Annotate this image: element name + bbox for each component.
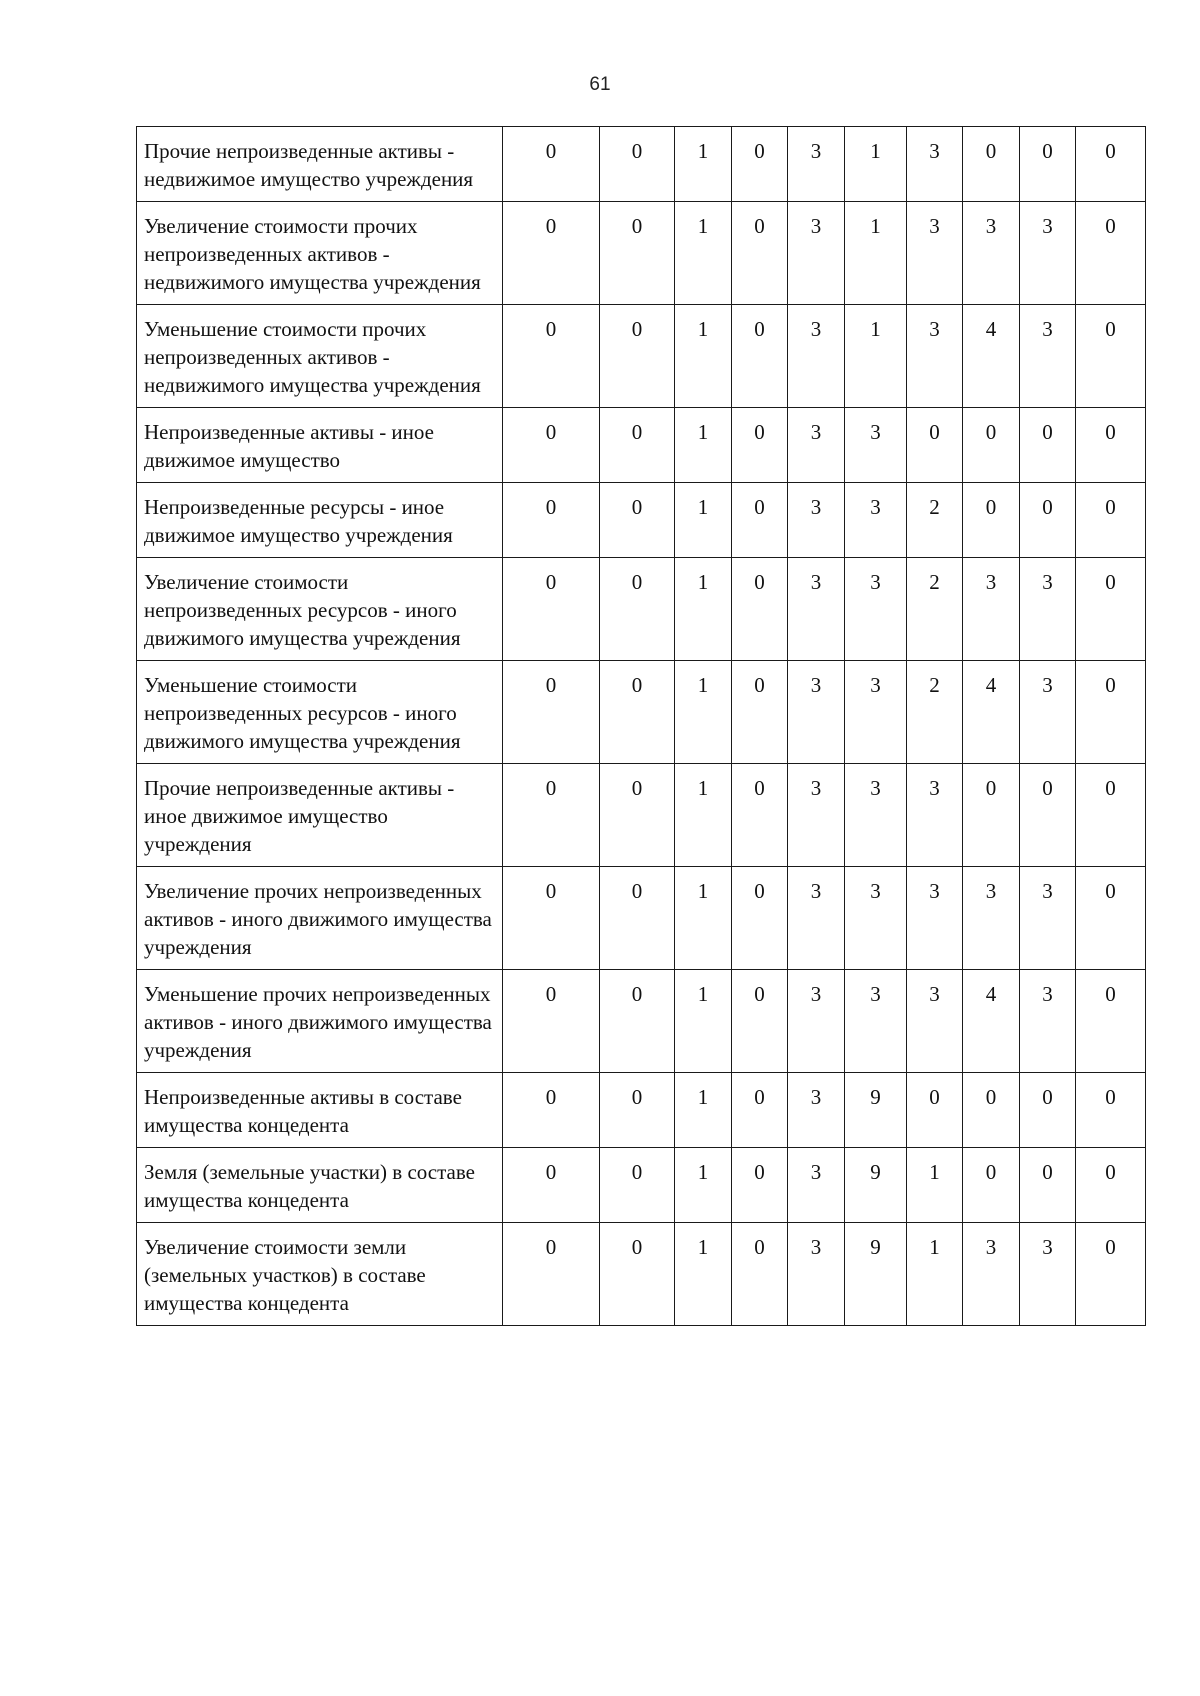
code-digit-cell: 0 — [600, 558, 675, 661]
code-digit-cell: 3 — [907, 764, 963, 867]
code-digit-cell: 1 — [675, 1073, 732, 1148]
code-digit-cell: 3 — [845, 867, 907, 970]
code-digit-cell: 0 — [1076, 305, 1146, 408]
table-row — [137, 305, 1146, 408]
code-digit-cell: 2 — [907, 558, 963, 661]
code-digit-cell: 3 — [907, 202, 963, 305]
code-digit-cell: 1 — [845, 127, 907, 202]
code-digit-cell: 3 — [963, 558, 1020, 661]
table-row — [137, 867, 1146, 970]
code-digit-cell: 0 — [503, 127, 600, 202]
account-name-cell: Непроизведенные ресурсы - иное движимое имущество учреждения — [137, 483, 503, 558]
code-digit-cell: 3 — [907, 867, 963, 970]
code-digit-cell: 0 — [1076, 558, 1146, 661]
code-digit-cell: 0 — [1076, 1223, 1146, 1326]
code-digit-cell: 0 — [503, 1148, 600, 1223]
code-digit-cell: 1 — [675, 483, 732, 558]
account-name-cell: Непроизведенные активы - иное движимое имущество — [137, 408, 503, 483]
code-digit-cell: 0 — [503, 867, 600, 970]
code-digit-cell: 0 — [600, 970, 675, 1073]
code-digit-cell: 3 — [963, 867, 1020, 970]
code-digit-cell: 0 — [907, 408, 963, 483]
table-row — [137, 408, 1146, 483]
table-row — [137, 1073, 1146, 1148]
code-digit-cell: 2 — [907, 483, 963, 558]
code-digit-cell: 0 — [963, 764, 1020, 867]
code-digit-cell: 0 — [600, 661, 675, 764]
code-digit-cell: 3 — [788, 1073, 845, 1148]
code-digit-cell: 0 — [1020, 1073, 1076, 1148]
code-digit-cell: 0 — [600, 1223, 675, 1326]
table-row — [137, 661, 1146, 764]
code-digit-cell: 1 — [675, 558, 732, 661]
code-digit-cell: 0 — [1076, 1073, 1146, 1148]
code-digit-cell: 3 — [907, 305, 963, 408]
code-digit-cell: 0 — [1076, 202, 1146, 305]
code-digit-cell: 0 — [732, 558, 788, 661]
code-digit-cell: 0 — [503, 970, 600, 1073]
code-digit-cell: 0 — [600, 408, 675, 483]
code-digit-cell: 4 — [963, 970, 1020, 1073]
code-digit-cell: 1 — [675, 202, 732, 305]
code-digit-cell: 3 — [788, 1223, 845, 1326]
page-number: 61 — [589, 74, 611, 95]
code-digit-cell: 3 — [963, 202, 1020, 305]
code-digit-cell: 1 — [845, 305, 907, 408]
code-digit-cell: 1 — [675, 970, 732, 1073]
code-digit-cell: 3 — [845, 764, 907, 867]
code-digit-cell: 0 — [503, 483, 600, 558]
table-row — [137, 202, 1146, 305]
code-digit-cell: 3 — [907, 127, 963, 202]
code-digit-cell: 3 — [907, 970, 963, 1073]
code-digit-cell: 3 — [788, 305, 845, 408]
table-row — [137, 1223, 1146, 1326]
account-name-cell: Непроизведенные активы в составе имущества концедента — [137, 1073, 503, 1148]
code-digit-cell: 0 — [1076, 970, 1146, 1073]
code-digit-cell: 3 — [845, 483, 907, 558]
code-digit-cell: 3 — [788, 408, 845, 483]
code-digit-cell: 0 — [600, 202, 675, 305]
code-digit-cell: 3 — [788, 483, 845, 558]
code-digit-cell: 0 — [963, 483, 1020, 558]
code-digit-cell: 0 — [503, 305, 600, 408]
code-digit-cell: 4 — [963, 661, 1020, 764]
code-digit-cell: 3 — [788, 558, 845, 661]
code-digit-cell: 0 — [1020, 764, 1076, 867]
code-digit-cell: 3 — [788, 764, 845, 867]
account-name-cell: Уменьшение стоимости непроизведенных ресурсов - иного движимого имущества учреждения — [137, 661, 503, 764]
code-digit-cell: 0 — [503, 1223, 600, 1326]
code-digit-cell: 0 — [732, 764, 788, 867]
account-name-cell: Прочие непроизведенные активы - иное движимое имущество учреждения — [137, 764, 503, 867]
code-digit-cell: 4 — [963, 305, 1020, 408]
code-digit-cell: 0 — [1076, 408, 1146, 483]
account-code-table — [136, 126, 1146, 1326]
code-digit-cell: 0 — [600, 867, 675, 970]
table-row — [137, 764, 1146, 867]
account-name-cell: Увеличение прочих непроизведенных активов - иного движимого имущества учреждения — [137, 867, 503, 970]
code-digit-cell: 0 — [1076, 867, 1146, 970]
code-digit-cell: 0 — [1020, 127, 1076, 202]
code-digit-cell: 0 — [732, 127, 788, 202]
code-digit-cell: 1 — [675, 1223, 732, 1326]
code-digit-cell: 3 — [845, 408, 907, 483]
code-digit-cell: 1 — [675, 867, 732, 970]
account-name-cell: Земля (земельные участки) в составе имущества концедента — [137, 1148, 503, 1223]
account-name-cell: Прочие непроизведенные активы - недвижимое имущество учреждения — [137, 127, 503, 202]
table-row — [137, 1148, 1146, 1223]
code-digit-cell: 9 — [845, 1073, 907, 1148]
code-digit-cell: 1 — [675, 764, 732, 867]
code-digit-cell: 3 — [788, 661, 845, 764]
code-digit-cell: 0 — [600, 1148, 675, 1223]
account-name-cell: Увеличение стоимости прочих непроизведенных активов - недвижимого имущества учреждения — [137, 202, 503, 305]
code-digit-cell: 9 — [845, 1148, 907, 1223]
code-digit-cell: 3 — [788, 202, 845, 305]
code-digit-cell: 1 — [675, 661, 732, 764]
code-digit-cell: 0 — [1076, 127, 1146, 202]
code-digit-cell: 0 — [600, 127, 675, 202]
table-row — [137, 970, 1146, 1073]
code-digit-cell: 1 — [675, 1148, 732, 1223]
code-digit-cell: 0 — [732, 483, 788, 558]
code-digit-cell: 0 — [732, 970, 788, 1073]
code-digit-cell: 0 — [503, 764, 600, 867]
code-digit-cell: 0 — [503, 408, 600, 483]
code-digit-cell: 0 — [1076, 764, 1146, 867]
code-digit-cell: 0 — [732, 1073, 788, 1148]
code-digit-cell: 0 — [600, 764, 675, 867]
code-digit-cell: 3 — [1020, 1223, 1076, 1326]
code-digit-cell: 3 — [1020, 202, 1076, 305]
code-digit-cell: 0 — [600, 483, 675, 558]
code-digit-cell: 3 — [788, 867, 845, 970]
code-digit-cell: 3 — [1020, 867, 1076, 970]
code-digit-cell: 0 — [732, 408, 788, 483]
code-digit-cell: 1 — [907, 1223, 963, 1326]
code-digit-cell: 0 — [600, 1073, 675, 1148]
code-digit-cell: 1 — [845, 202, 907, 305]
code-digit-cell: 3 — [963, 1223, 1020, 1326]
code-digit-cell: 3 — [1020, 661, 1076, 764]
code-digit-cell: 0 — [963, 1148, 1020, 1223]
code-digit-cell: 1 — [675, 408, 732, 483]
code-digit-cell: 0 — [732, 661, 788, 764]
code-digit-cell: 3 — [845, 970, 907, 1073]
account-name-cell: Уменьшение прочих непроизведенных активов - иного движимого имущества учреждения — [137, 970, 503, 1073]
account-name-cell: Уменьшение стоимости прочих непроизведенных активов - недвижимого имущества учреждения — [137, 305, 503, 408]
code-digit-cell: 0 — [963, 408, 1020, 483]
code-digit-cell: 9 — [845, 1223, 907, 1326]
code-digit-cell: 0 — [732, 867, 788, 970]
code-digit-cell: 0 — [503, 202, 600, 305]
code-digit-cell: 0 — [732, 202, 788, 305]
code-digit-cell: 0 — [1020, 483, 1076, 558]
code-digit-cell: 0 — [732, 1223, 788, 1326]
code-digit-cell: 0 — [732, 1148, 788, 1223]
code-digit-cell: 2 — [907, 661, 963, 764]
code-digit-cell: 0 — [1076, 483, 1146, 558]
code-digit-cell: 0 — [963, 1073, 1020, 1148]
code-digit-cell: 1 — [675, 305, 732, 408]
code-digit-cell: 0 — [503, 1073, 600, 1148]
code-digit-cell: 0 — [1020, 1148, 1076, 1223]
code-digit-cell: 3 — [845, 661, 907, 764]
code-digit-cell: 1 — [675, 127, 732, 202]
code-digit-cell: 0 — [503, 661, 600, 764]
code-digit-cell: 3 — [788, 970, 845, 1073]
code-digit-cell: 0 — [1020, 408, 1076, 483]
code-digit-cell: 3 — [788, 1148, 845, 1223]
code-digit-cell: 0 — [1076, 1148, 1146, 1223]
account-name-cell: Увеличение стоимости земли (земельных участков) в составе имущества концедента — [137, 1223, 503, 1326]
table-row — [137, 127, 1146, 202]
account-name-cell: Увеличение стоимости непроизведенных ресурсов - иного движимого имущества учреждения — [137, 558, 503, 661]
table-row — [137, 558, 1146, 661]
code-digit-cell: 1 — [907, 1148, 963, 1223]
code-digit-cell: 0 — [1076, 661, 1146, 764]
code-digit-cell: 3 — [1020, 970, 1076, 1073]
table-row — [137, 483, 1146, 558]
code-digit-cell: 0 — [907, 1073, 963, 1148]
code-digit-cell: 0 — [963, 127, 1020, 202]
code-digit-cell: 0 — [732, 305, 788, 408]
code-digit-cell: 3 — [845, 558, 907, 661]
code-digit-cell: 0 — [503, 558, 600, 661]
table-body — [137, 127, 1146, 1326]
code-digit-cell: 3 — [1020, 305, 1076, 408]
code-digit-cell: 0 — [600, 305, 675, 408]
code-digit-cell: 3 — [788, 127, 845, 202]
code-digit-cell: 3 — [1020, 558, 1076, 661]
